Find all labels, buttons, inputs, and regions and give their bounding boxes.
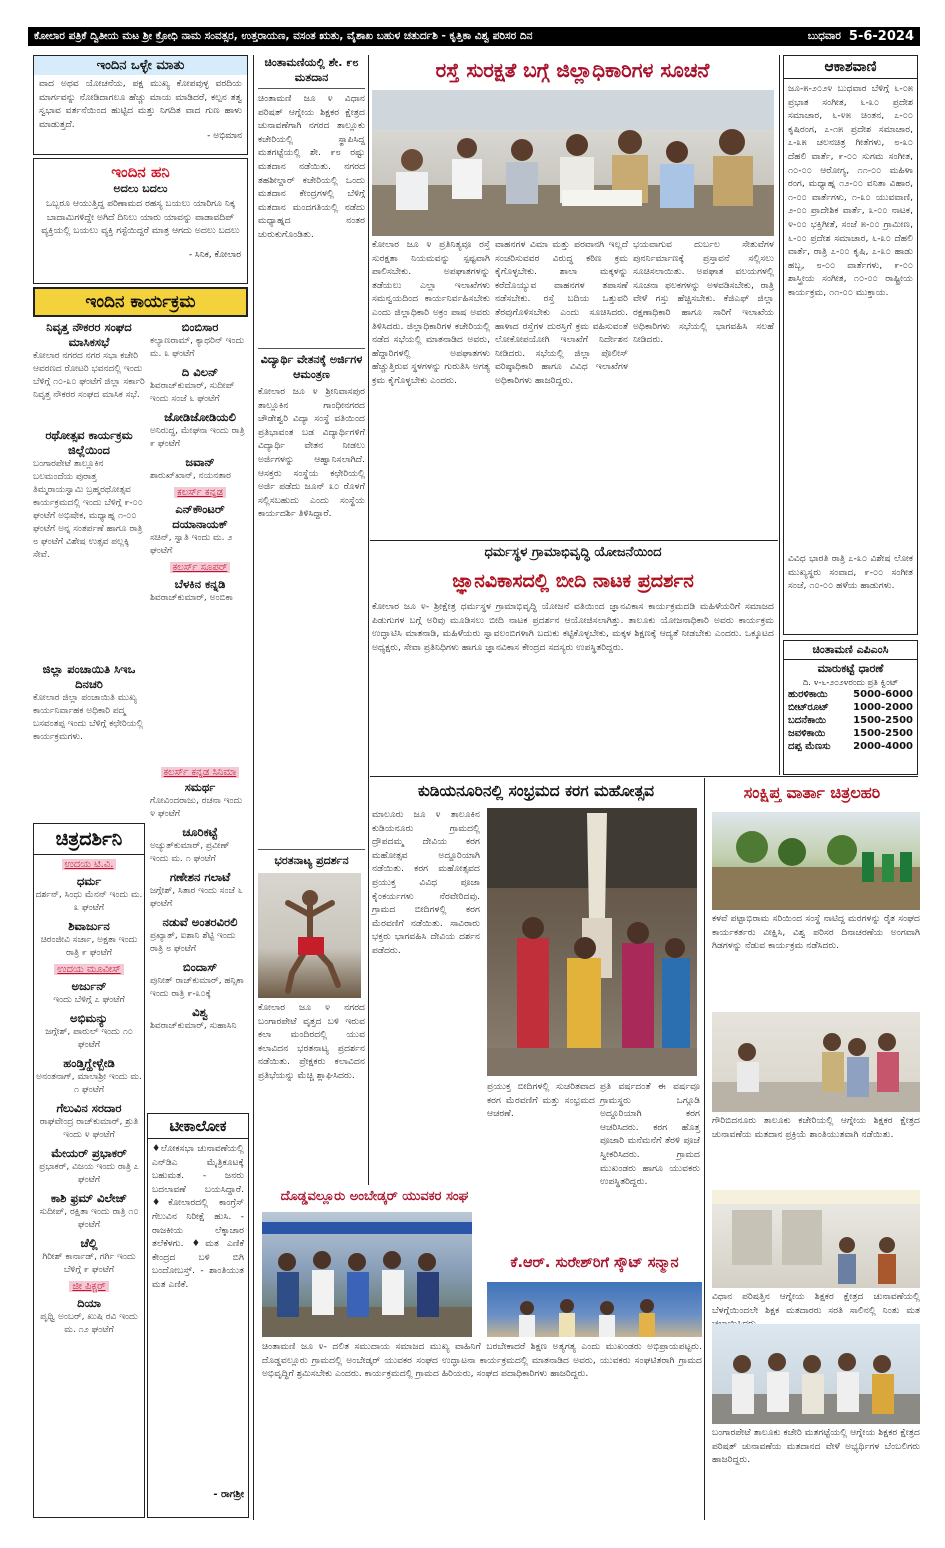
section-rule [370, 776, 918, 777]
tv-title: ವಿಶ್ವ [192, 1005, 208, 1019]
cinema-title: ದಿಯಾ [77, 1296, 101, 1310]
col2-news3-text: ಕೋಲಾರ ಜೂ ೪ ನಗರದ ಬಂಗಾರಪೇಟೆ ವೃತ್ತದ ಬಳಿ ಇರುವ ಕಲಾ ಮಂದಿರದಲ್ಲಿ ಯುವ ಕಲಾವಿದನ ಭರತನಾಟ್ಯ ಪ್ರದರ್ಶನ ನಡೆಯಿತು. ಪ್ರೇಕ್ಷಕರು ಕಲಾವಿದನ ಪ್ರತಿಭೆಯನ್ನು ಮೆಚ್ಚಿ ಶ್ಲಾಘಿಸಿದರು. [258, 1002, 365, 1081]
akashavani-extra: ವಿವಿಧ ಭಾರತಿ ರಾತ್ರಿ ೭-೩೦ ವಿಶೇಷ ಲೋಕ ಮುಖ್ಯಸ್ಥರು ಸಂವಾದ, ೯-೦೦ ಸಂಗೀತ ಸಂಜೆ, ೧೦-೦೦ ಹಳೆಯ ಹಾಡುಗಳು. [788, 553, 913, 592]
cinema-body: ಪ್ರಭಾಕರ್, ವಿಜಯ ಇಂದು ರಾತ್ರಿ ೭ ಘಂಟೆಗೆ [39, 1162, 139, 1185]
drama-text: ಕೋಲಾರ ಜೂ ೪- ಶ್ರೀಕ್ಷೇತ್ರ ಧರ್ಮಸ್ಥಳ ಗ್ರಾಮಾಭಿವೃದ್ಧಿ ಯೋಜನೆ ವತಿಯಿಂದ ಜ್ಞಾನವಿಕಾಸ ಕಾರ್ಯಕ್ರಮದಡಿ ಮಹಿಳೆಯರಿಗೆ ಸಮಾಜದ ಪಿಡುಗುಗಳ ಬಗ್ಗೆ ಅರಿವು ಮೂಡಿಸಲು ಬೀದಿ ನಾಟಕ ಪ್ರದರ್ಶನ ಆಯೋಜಿಸಲಾಗಿತ್ತು. ತಾಲೂಕು ಯೋಜನಾಧಿಕಾರಿ ಅವರು ಕಾರ್ಯಕ್ರಮ ಉದ್ಘಾಟಿಸಿ ಮಾತನಾಡಿ, ಮಹಿಳೆಯರು ಸ್ವಾವಲಂಬಿಗಳಾಗಿ ಬದುಕು ಕಟ್ಟಿಕೊಳ್ಳಬೇಕು, ಮಕ್ಕಳ ಶಿಕ್ಷಣಕ್ಕೆ ಆದ್ಯತೆ ನೀಡಬೇಕು ಎಂದರು. ಒಕ್ಕೂಟದ ಅಧ್ಯಕ್ಷರು, ಸೇವಾ ಪ್ರತಿನಿಧಿಗಳು ಹಾಗೂ ಜ್ಞಾನವಿಕಾಸ ಕೇಂದ್ರದ ಸದಸ್ಯರು ಉಪಸ್ಥಿತರಿದ್ದರು. [372, 601, 774, 653]
school-scene [712, 1190, 920, 1288]
cinema-box [33, 823, 145, 1518]
photo-news-image-2 [712, 1012, 920, 1112]
good-words-attribution: - ಅಭಿಮಾನ [207, 131, 242, 141]
cinema-body: ಇಂದು ಬೆಳಿಗ್ಗೆ ೭ ಘಂಟೆಗೆ [53, 995, 125, 1005]
tv-body: ಗೋವಿಂದರಾಜು, ರಚನಾ ಇಂದು ೪ ಘಂಟೆಗೆ [150, 796, 243, 819]
lead-headline: ರಸ್ತೆ ಸುರಕ್ಷತೆ ಬಗ್ಗೆ ಜಿಲ್ಲಾಧಿಕಾರಿಗಳ ಸೂಚನೆ [435, 58, 710, 82]
col2-news3-title: ಭರತನಾಟ್ಯ ಪ್ರದರ್ಶನ [258, 849, 365, 868]
cinema-title: ಚೆಲ್ಲಿ [80, 1236, 98, 1250]
good-words-heading: ಇಂದಿನ ಒಳ್ಳೇ ಮಾತು [34, 56, 247, 75]
honey-box [33, 158, 248, 284]
teekalokha-heading: ಟೀಕಾಲೋಕ [148, 1114, 248, 1139]
market-item: ಬೀಟ್‌ರೂಟ್ [788, 702, 829, 713]
cinema-body: ರಾಘವೇಂದ್ರ ರಾಜ್‌ಕುಮಾರ್, ಶ್ರುತಿ ಇಂದು ೪ ಘಂಟೆಗೆ [39, 1117, 139, 1140]
tv-body: ಕಲ್ಯಾಣರಾಮ್, ಕ್ಯಾಥರಿನ್ ಇಂದು ಮ. ೩ ಘಂಟೆಗೆ [150, 336, 245, 359]
program-body: ಕೋಲಾರ ಜಿಲ್ಲಾ ಪಂಚಾಯಿತಿ ಮುಖ್ಯ ಕಾರ್ಯನಿರ್ವಾಹಕ ಅಧಿಕಾರಿ ಪದ್ಮ ಬಸವಂತಪ್ಪ ಇಂದು ಬೆಳಿಗ್ಗೆ ಕಛೇರಿಯಲ್ಲಿ ಕಾರ್ಯಕ್ರಮಗಳು. [33, 693, 144, 742]
honey-attribution: - ಸಿನಿಕ, ಕೋಲಾರ [188, 250, 241, 260]
ambedkar-text: ಚಿಂತಾಮಣಿ ಜೂ ೪- ದಲಿತ ಸಮುದಾಯ ಸಮಾಜದ ಮುಖ್ಯ ವಾಹಿನಿಗೆ ಬರಬೇಕಾದರೆ ಶಿಕ್ಷಣ ಅತ್ಯಗತ್ಯ ಎಂದು ಮುಖಂಡರು ಅಭಿಪ್ರಾಯಪಟ್ಟರು. ದೊಡ್ಡವಲ್ಲೂರು ಗ್ರಾಮದಲ್ಲಿ ಅಂಬೇಡ್ಕರ್ ಯುವಕರ ಸಂಘದ ಉದ್ಘಾಟನಾ ಕಾರ್ಯಕ್ರಮದಲ್ಲಿ ಮಾತನಾಡಿದ ಅವರು, ಯುವಕರು ಸಂಘಟಿತರಾಗಿ ಗ್ರಾಮದ ಅಭಿವೃದ್ಧಿಗೆ ಶ್ರಮಿಸಬೇಕು ಎಂದರು. ಕಾರ್ಯಕ್ರಮದಲ್ಲಿ ಗ್ರಾಮದ ಹಿರಿಯರು, ಸಂಘದ ಪದಾಧಿಕಾರಿಗಳು ಹಾಜರಿದ್ದರು. [262, 1341, 702, 1380]
tv-title: ಜೋಡಿಜೋಡಿಯಲಿ [164, 410, 236, 424]
tv-body: ಪುನೀತ್ ರಾಜ್‌ಕುಮಾರ್, ಹನ್ಸಿಕಾ ಇಂದು ರಾತ್ರಿ ೯-೩೦ಕ್ಕೆ [150, 976, 244, 999]
karaga-right-text: ಪ್ರತಿ ವರ್ಷದಂತೆ ಈ ವರ್ಷವೂ ಗ್ರಾಮಸ್ಥರು ಒಗ್ಗೂಡಿ ಅದ್ದೂರಿಯಾಗಿ ಕರಗ ಆಚರಿಸಿದರು. ಕರಗ ಹೊತ್ತ ಪೂಜಾರಿ ಮನೆಮನೆಗೆ ತೆರಳಿ ಪೂಜೆ ಸ್ವೀಕರಿಸಿದರು. ಗ್ರಾಮದ ಮುಖಂಡರು ಹಾಗೂ ಯುವಕರು ಉಪಸ್ಥಿತರಿದ್ದರು. [600, 1081, 700, 1188]
tv-body: ಸಚಿನ್, ಸ್ವಾತಿ ಇಂದು ಮ. ೨ ಘಂಟೆಗೆ [150, 533, 233, 556]
lead-photo [372, 90, 774, 236]
lead-col3: ಭಯವಾಗುವ ದುರ್ಬಲ ಸೇತುವೆಗಳ ಪುನರ್ನಿರ್ಮಾಣಕ್ಕೆ ಪ್ರಸ್ತಾವನೆ ಸಲ್ಲಿಸಲು ಸೂಚಿಸಲಾಯಿತು. ಅಪಘಾತ ವಲಯಗಳಲ್ಲಿ ಸೂಚನಾ ಫಲಕಗಳನ್ನು ಅಳವಡಿಸಬೇಕು, ರಾತ್ರಿ ವೇಳೆ ಗಸ್ತು ಹೆಚ್ಚಿಸಬೇಕು. ಕೆಜಿಎಫ್ ಜಿಲ್ಲಾ ರಕ್ಷಣಾಧಿಕಾರಿ ಹಾಗೂ ಸಾರಿಗೆ ಇಲಾಖೆಯ ಅಧಿಕಾರಿಗಳು ಸಭೆಯಲ್ಲಿ ಭಾಗವಹಿಸಿ ಸಲಹೆ ನೀಡಿದರು. [633, 239, 774, 346]
tv-title: ನಡುವೆ ಅಂತರವಿರಲಿ [162, 915, 238, 929]
masthead-date: 5-6-2024 [848, 29, 914, 44]
group-scene [712, 1324, 920, 1424]
cinema-body: ಅನಂತನಾಗ್, ಮಾಲಾಶ್ರೀ ಇಂದು ಮ. ೧ ಘಂಟೆಗೆ [36, 1072, 142, 1095]
cinema-title: ಹಂಡ್ತಿಗ್ಹೇಳ್ಬೇಡಿ [63, 1056, 115, 1070]
tv-body: ಶಿವರಾಜ್‌ಕುಮಾರ್, ಅಂಬಿಕಾ [150, 593, 233, 603]
column-rule [253, 55, 254, 1520]
col2-news1-text: ಚಿಂತಾಮಣಿ ಜೂ ೪ ವಿಧಾನ ಪರಿಷತ್ ಆಗ್ನೇಯ ಶಿಕ್ಷಕರ ಕ್ಷೇತ್ರದ ಚುನಾವಣೆಗಾಗಿ ನಗರದ ತಾಲ್ಲೂಕು ಕಚೇರಿಯಲ್ಲಿ ಸ್ಥಾಪಿಸಿದ್ದ ಮತಗಟ್ಟೆಯಲ್ಲಿ ಶೇ. ೯೮ ರಷ್ಟು ಮತದಾನ ನಡೆಯಿತು. ನಗರದ ತಹಶೀಲ್ದಾರ್ ಕಚೇರಿಯಲ್ಲಿ ಒಂದು ಮತದಾನ ಕೇಂದ್ರಗಳಲ್ಲಿ ಬೆಳಿಗ್ಗೆ ಮತದಾನ ಮಂದಗತಿಯಲ್ಲಿ ನಡೆದು ಮಧ್ಯಾಹ್ನದ ನಂತರ ಚುರುಕುಗೊಂಡಿತು. [258, 93, 365, 240]
market-item: ದಪ್ಪ ಮೆಣಸು [788, 741, 831, 752]
akashavani-heading: ಆಕಾಶವಾಣಿ [784, 56, 917, 79]
market-item: ಜವಳಿಕಾಯಿ [788, 728, 826, 739]
good-words-text: ವಾದ ಅಥವ ಯೋಚನೆಯ, ಪಕ್ಷ ಮುಖ್ಯ ಕೋಪವುಳ್ಳ ವರದಿಯ ಮಾರ್ಗವನ್ನು ನೋಡಿದಾಗಲೂ ಹೆಚ್ಚು ಮಾಯ ಮಾಡಿದರೆ, ಕಲ್ಪನ ತತ್ವ ಸ್ವಭಾವ ವರ್ತನೆಯಿಂದ ಹುಟ್ಟಿದ ಮತ್ತು ನಿಗದಿತ ವಾದ ಗುಣ ಹಾಳು ಮಾಡುತ್ತದೆ. [39, 78, 242, 130]
market-table [784, 688, 917, 753]
tv-title: ಎನ್‌ಕೌಂಟರ್ ದಯಾನಾಯಕ್ [172, 502, 228, 531]
tv-title: ಬಿಂಬಿಸಾರ [181, 320, 219, 334]
cinema-title: ಶಿವಾರ್ಜುನ [68, 919, 110, 933]
market-date: ದಿ. ೪-೬-೨೦೨೪ರಂದು ಪ್ರತಿ ಕ್ವಿಂಟ್ [802, 678, 899, 688]
market-price: 1500-2500 [853, 715, 913, 726]
market-heading1: ಚಿಂತಾಮಣಿ ಎಪಿಎಂಸಿ [784, 641, 917, 660]
photo-news-image-4 [712, 1324, 920, 1424]
teekalokha-signature: - ರಾಗಶ್ರೀ [213, 1489, 244, 1500]
teekalokha-text: ♦ಲೋಕಸಭಾ ಚುನಾವಣೆಯಲ್ಲಿ ಎನ್‌ಡಿಎ ಮೈತ್ರಿಕೂಟಕ್ಕೆ ಬಹುಮತ. - ಜನರು ಬದಲಾವಣೆ ಬಯಸಿದ್ದಾರೆ. ♦ಕೋಲಾರದಲ್ಲಿ ಕಾಂಗ್ರೆಸ್ ಗೆಲುವಿನ ನಿರೀಕ್ಷೆ ಹುಸಿ. - ರಾಜಕೀಯ ಲೆಕ್ಕಾಚಾರ ತಲೆಕೆಳಗು. ♦ಮತ ಎಣಿಕೆ ಕೇಂದ್ರದ ಬಳಿ ಬಿಗಿ ಬಂದೋಬಸ್ತ್. - ಶಾಂತಿಯುತ ಮತ ಎಣಿಕೆ. [152, 1143, 244, 1290]
lead-col2: ವಾಹನಗಳ ವಿಮಾ ಮತ್ತು ಪರವಾನಗಿ ಇಲ್ಲದೆ ಸಂಚರಿಸುವವರ ವಿರುದ್ಧ ಕಠಿಣ ಕ್ರಮ ಕೈಗೊಳ್ಳಬೇಕು. ಶಾಲಾ ಮಕ್ಕಳನ್ನು ಕರೆದೊಯ್ಯುವ ವಾಹನಗಳ ತಪಾಸಣೆ ನಡೆಸಬೇಕು. ರಸ್ತೆ ಬದಿಯ ಒತ್ತುವರಿ ತೆರವುಗೊಳಿಸಬೇಕು ಎಂದು ಸೂಚಿಸಿದರು. ಹಾಳಾದ ರಸ್ತೆಗಳ ದುರಸ್ತಿಗೆ ಕ್ರಮ ವಹಿಸುವಂತೆ ಲೋಕೋಪಯೋಗಿ ಇಲಾಖೆಗೆ ನಿರ್ದೇಶನ ನೀಡಿದರು. ಸಭೆಯಲ್ಲಿ ಜಿಲ್ಲಾ ಪೊಲೀಸ್ ವರಿಷ್ಠಾಧಿಕಾರಿ ಹಾಗೂ ವಿವಿಧ ಇಲಾಖೆಗಳ ಅಧಿಕಾರಿಗಳು ಹಾಜರಿದ್ದರು. [495, 239, 628, 386]
market-box [783, 640, 918, 775]
tv-title: ಚೂರಿಕಟ್ಟೆ [182, 825, 218, 839]
program-title: ಜಿಲ್ಲಾ ಪಂಚಾಯಿತಿ ಸಿಇಒ ದಿನಚರಿ [42, 662, 136, 691]
market-item: ಬದನೆಕಾಯಿ [788, 715, 826, 726]
cinema-title: ಗೆಲುವಿನ ಸರದಾರ [56, 1101, 122, 1115]
col2-news1-title: ಚಿಂತಾಮಣಿಯಲ್ಲಿ ಶೇ. ೯೮ ಮತದಾನ [258, 55, 365, 89]
karaga-caption: ಪ್ರಯುಕ್ತ ಬೀದಿಗಳಲ್ಲಿ ಸುಚರಿತವಾದ ಕರಗ ಮೆರವಣಿಗೆ ಮತ್ತು ಸಂಭ್ರಮದ ಆಚರಣೆ. [487, 1081, 595, 1120]
column-rule [368, 55, 369, 1185]
honey-title: ಅದಲು ಬದಲು [113, 182, 168, 195]
market-price: 5000-6000 [853, 689, 913, 700]
col2-news2-title: ವಿದ್ಯಾರ್ಥಿ ವೇತನಕ್ಕೆ ಅರ್ಜಿಗಳ ಆಮಂತ್ರಣ [258, 348, 365, 382]
section-rule [370, 540, 778, 541]
cinema-body: ಚಿರಂಜೀವಿ ಸರ್ಜಾ, ಅಕ್ಷತಾ ಇಂದು ರಾತ್ರಿ ೯ ಘಂಟೆಗೆ [40, 935, 138, 958]
honey-heading: ಇಂದಿನ ಹನಿ [111, 163, 170, 181]
column-rule [779, 55, 780, 775]
tv-body: ಶಿವರಾಜ್‌ಕುಮಾರ್, ಸುದೀಪ್ ಇಂದು ಸಂಜೆ ೬ ಘಂಟೆಗೆ [150, 381, 235, 404]
cinema-title: ಅಭಿಮನ್ಯು [70, 1011, 108, 1025]
photo-news-caption-4: ಬಂಗಾರಪೇಟೆ ತಾಲೂಕು ಕಚೇರಿ ಮತಗಟ್ಟೆಯಲ್ಲಿ ಆಗ್ನೇಯ ಶಿಕ್ಷಕರ ಕ್ಷೇತ್ರದ ಪರಿಷತ್ ಚುನಾವಣೆಯ ಮತದಾನದ ವೇಳೆ ಅಭ್ಯರ್ಥಿಗಳ ಬೆಂಬಲಿಗರು ಹಾಜರಿದ್ದರು. [712, 1427, 920, 1466]
tv-body: ಶಾರುಖ್‌ಖಾನ್, ನಯನತಾರ [150, 471, 231, 481]
tv-body: ಅನಿರುದ್ಧ, ಮೇಘನಾ ಇಂದು ರಾತ್ರಿ ೯ ಘಂಟೆಗೆ [150, 426, 245, 449]
photo-news-caption-3: ವಿಧಾನ ಪರಿಷತ್ತಿನ ಆಗ್ನೇಯ ಶಿಕ್ಷಕರ ಕ್ಷೇತ್ರದ ಚುನಾವಣೆಯಲ್ಲಿ ಬೆಳಗ್ಗೆಯಿಂದಲೇ ಶಿಕ್ಷಕ ಮತದಾರರು ಸರತಿ ಸಾಲಿನಲ್ಲಿ ನಿಂತು ಮತ [712, 1291, 920, 1316]
program-item [33, 662, 145, 792]
program-title: ರಥೋತ್ಸವ ಕಾರ್ಯಕ್ರಮ ಜಿಲ್ಲೆಯಿಂದ [45, 428, 133, 457]
photo-news-image-3 [712, 1190, 920, 1288]
farm-scene [712, 812, 920, 910]
market-row [784, 714, 917, 727]
suresh-photo [487, 1282, 702, 1337]
program-body: ಕೋಲಾರ ನಗರದ ನಗರ ಸಭಾ ಕಚೇರಿ ಆವರಣದ ರೋಟರಿ ಭವನದಲ್ಲಿ ಇಂದು ಬೆಳಿಗ್ಗೆ ೧೦-೩೦ ಘಂಟೆಗೆ ಜಿಲ್ಲಾ ಸರ್ಕಾರಿ ನಿವೃತ್ತ ನೌಕರರ ಸಂಘದ ಮಾಸಿಕ ಸಭೆ. [33, 351, 145, 400]
tv-body: ಜಗ್ಗೇಶ್, ಸಿತಾರ ಇಂದು ಸಂಜೆ ೬ ಘಂಟೆಗೆ [150, 886, 243, 909]
cinema-body: ದರ್ಶನ್, ಸಿಂಧು ಮೆನನ್ ಇಂದು ಮ. ೩ ಘಂಟೆಗೆ [35, 890, 143, 913]
tv-title: ಜವಾನ್ [185, 455, 215, 469]
program-title: ನಿವೃತ್ತ ನೌಕರರ ಸಂಘದ ಮಾಸಿಕಸಭೆ [46, 320, 132, 349]
tv-title: ಗಣೇಶನ ಗಲಾಟೆ [169, 870, 231, 884]
masthead-date-group [808, 29, 914, 44]
masthead-bar [28, 27, 920, 46]
ambedkar-headline: ದೊಡ್ಡವಲ್ಲೂರು ಅಂಬೇಡ್ಕರ್ ಯುವಕರ ಸಂಘ [280, 1189, 469, 1204]
column-rule [704, 778, 705, 1520]
cinema-body: ಪೃಥ್ವಿ ಅಂಬರ್, ಖುಷಿ ರವಿ ಇಂದು ಮ. ೧೨ ಘಂಟೆಗೆ [40, 1312, 138, 1335]
program-body: ಬಂಗಾರಪೇಟೆ ತಾಲ್ಲೂಕಿನ ಬಲಮಂದೆಯ ಪುರಾತ್ತ ತಿಮ್ಮರಾಯಸ್ವಾಮಿ ಬ್ರಹ್ಮರಥೋತ್ಸವ ಕಾರ್ಯಕ್ರಮದಲ್ಲಿ ಇಂದು ಬೆಳಿಗ್ಗೆ ೯-೦೦ ಘಂಟೆಗೆ ಅಭಿಷೇಕ, ಮಧ್ಯಾಹ್ನ ೧-೦೦ ಘಂಟೆಗೆ ಅನ್ನ ಸಂತರ್ಪಣೆ ಹಾಗೂ ರಾತ್ರಿ ೮ ಘಂಟೆಗೆ ವಿಶೇಷ ಉತ್ಸವ ಪಲ್ಲಕ್ಕಿ ಸೇವೆ. [33, 459, 143, 560]
dancer-photo [258, 873, 361, 998]
tv-channel-tag: ಕಲರ್ಸ್ ಸೂಪರ್ [170, 562, 231, 573]
cinema-title: ಧರ್ಮ [76, 874, 102, 888]
photo-news-image-1 [712, 812, 920, 910]
market-row [784, 740, 917, 753]
karaga-photo [487, 808, 697, 1076]
photo-news-caption-2: ಗೌರಿಬಿದನೂರು ತಾಲೂಕು ಕಚೇರಿಯಲ್ಲಿ ಆಗ್ನೇಯ ಶಿಕ್ಷಕರ ಕ್ಷೇತ್ರದ ಚುನಾವಣೆಯ ಮತದಾನ ಪ್ರಕ್ರಿಯೆ ಶಾಂತಿಯುತವಾಗಿ ನಡೆಯಿತು. [712, 1115, 920, 1140]
cinema-heading: ಚಿತ್ರದರ್ಶಿನಿ [34, 824, 144, 855]
cinema-title: ಮೇಯರ್ ಪ್ರಭಾಕರ್ [51, 1146, 127, 1160]
karaga-procession [487, 808, 697, 1076]
polling-scene [712, 1012, 920, 1112]
youth-group [262, 1212, 472, 1337]
tv-column [150, 320, 250, 800]
masthead-calendar: ಕೋಲಾರ ಪತ್ರಿಕೆ ದ್ವಿತೀಯ ಮಟ ಶ್ರೀ ಕ್ರೋಧಿ ನಾಮ ಸಂವತ್ಸರ, ಉತ್ತರಾಯಣ, ವಸಂತ ಋತು, ವೈಶಾಖ ಬಹುಳ ಚತುರ್ದಶಿ - ಕೃತ್ತಿಕಾ ವಿಶ್ವ ಪರಿಸರ ದಿನ [34, 30, 533, 42]
programs-column [33, 320, 145, 820]
tv-title: ದಿ ವಿಲನ್ [181, 365, 219, 379]
photo-news-caption-1: ಕಳವೆ ಪಟ್ಟಾಭಿರಾಮ ಸರಿಯಿಂದ ಸಂಸ್ಥೆ ನಾಟಿದ್ದ ಮರಗಳನ್ನು ರೈತ ಸಂಘದ ಕಾರ್ಯಕರ್ತರು ವೀಕ್ಷಿಸಿ, ವಿಶ್ವ ಪರಿಸರ ದಿನಾಚರಣೆಯ ಅಂಗವಾಗಿ ಗಿಡಗಳನ್ನು ನೆಡುವ ಕಾರ್ಯಕ್ರಮ ನಡೆಸಿದರು. [712, 913, 920, 952]
cinema-channel-tag: ಉದಯ ಟಿ.ವಿ. [62, 859, 117, 870]
market-row [784, 688, 917, 701]
market-price: 1500-2500 [853, 728, 913, 739]
program-item [33, 428, 145, 658]
cinema-channel-tag: ಜೀ ಪಿಕ್ಚರ್ [69, 1281, 108, 1292]
cinema-title: ಕಾಶಿ ಫ್ರಮ್ ವಿಲೇಜ್ [50, 1191, 128, 1205]
cinema-body: ಜಗ್ಗೇಶ್, ಪಾರುಲ್ ಇಂದು ೧೦ ಘಂಟೆಗೆ [45, 1027, 133, 1050]
market-price: 1000-2000 [853, 702, 913, 713]
col2-news2-text: ಕೋಲಾರ ಜೂ ೪ ಶ್ರೀನಿವಾಸಪುರ ತಾಲ್ಲೂಕಿನ ಗಾಂಧೀನಗರದ ಚೌಡೇಶ್ವರಿ ವಿದ್ಯಾ ಸಂಸ್ಥೆ ವತಿಯಿಂದ ಪ್ರತಿಭಾವಂತ ಬಡ ವಿದ್ಯಾರ್ಥಿಗಳಿಗೆ ವಿದ್ಯಾರ್ಥಿ ವೇತನ ನೀಡಲು ಅರ್ಜಿಗಳನ್ನು ಆಹ್ವಾನಿಸಲಾಗಿದೆ. ಆಸಕ್ತರು ಸಂಸ್ಥೆಯ ಕಛೇರಿಯಲ್ಲಿ ಅರ್ಜಿ ಪಡೆದು ಜೂನ್ ೩೦ ರೊಳಗೆ ಸಲ್ಲಿಸಬಹುದು ಎಂದು ಸಂಸ್ಥೆಯ ಕಾರ್ಯದರ್ಶಿ ತಿಳಿಸಿದ್ದಾರೆ. [258, 386, 365, 520]
cinema-body: ಸುದೀಪ್, ರಕ್ಷಿತಾ ಇಂದು ರಾತ್ರಿ ೧೦ ಘಂಟೆಗೆ [39, 1207, 139, 1230]
karaga-left-text: ಮಾಲೂರು ಜೂ ೪ ತಾಲೂಕಿನ ಕುಡಿಯನೂರು ಗ್ರಾಮದಲ್ಲಿ ದ್ರೌಪದಮ್ಮ ದೇವಿಯ ಕರಗ ಮಹೋತ್ಸವ ಅದ್ದೂರಿಯಾಗಿ ನಡೆಯಿತು. ಕರಗ ಮಹೋತ್ಸವದ ಪ್ರಯುಕ್ತ ವಿವಿಧ ಪೂಜಾ ಕೈಂಕರ್ಯಗಳು ನೆರವೇರಿದವು. ಗ್ರಾಮದ ಬೀದಿಗಳಲ್ಲಿ ಕರಗ ಮೆರವಣಿಗೆ ನಡೆಯಿತು. ಸಾವಿರಾರು ಭಕ್ತರು ಭಾಗವಹಿಸಿ ದೇವಿಯ ದರ್ಶನ ಪಡೆದರು. [372, 809, 480, 956]
tv-body: ಶಿವರಾಜ್‌ಕುಮಾರ್, ಸುಹಾಸಿನಿ [150, 1021, 237, 1031]
felicitation-scene [487, 1282, 702, 1337]
good-words-box [33, 55, 248, 155]
honey-text: ಒಬ್ಬರೂ ಆಯುತ್ತಿದ್ದ ಪರಿಣಾಮದ ರಹಸ್ಯ ಬಯಲು ಯಾರಿಗೂ ನಿಕ್ಕ ಬಾದಾಮಿಗಳಿದ್ದೇ ಅಗಿದೆ ದಿನಿಲು ಯಾರು ಯಾವನ್ನು ವಾಡಾವದಿಪ್ ವ್ಯಕ್ತಿಯಲ್ಲಿ ಬಯಲು ವ್ಯಕ್ತಿ ಗಸ್ಟೆಯಿದ್ದರೆ ಮಾತ್ರ ಆಗದು ಅದಲು ಬದಲು [41, 198, 240, 237]
photo-news-headline: ಸಂಕ್ಷಿಪ್ತ ವಾರ್ತಾ ಚಿತ್ರಲಹರಿ [743, 783, 881, 802]
teekalokha-box [147, 1113, 249, 1518]
market-item: ಹುರಳಿಕಾಯಿ [788, 689, 828, 700]
karaga-headline: ಕುಡಿಯನೂರಿನಲ್ಲಿ ಸಂಭ್ರಮದ ಕರಗ ಮಹೋತ್ಸವ [417, 782, 655, 800]
tv-body: ಪ್ರಖ್ಯಾತ್, ಐಶಾನಿ ಶೆಟ್ಟಿ ಇಂದು ರಾತ್ರಿ ೮ ಘಂಟೆಗೆ [150, 931, 236, 954]
tv-title: ಬಿಂದಾಸ್ [182, 960, 218, 974]
tv-title: ಸಮರ್ಥ [184, 780, 216, 794]
tv-channel-tag: ಕಲರ್ಸ್ ಕನ್ನಡ ಸಿನಿಮಾ [161, 767, 240, 778]
akashavani-box [783, 55, 918, 635]
akashavani-text: ಜೂ-೫-೨೦೨೪ ಬುಧವಾರ ಬೆಳಿಗ್ಗೆ ೬-೦೫ ಪ್ರಭಾತ ಸಂಗೀತ, ೬-೩೦ ಪ್ರದೇಶ ಸಮಾಚಾರ, ೬-೪೫ ಚಿಂತನ, ೭-೦೦ ಕೃಷಿರಂಗ, ೭-೧೫ ಪ್ರದೇಶ ಸಮಾಚಾರ, ೭-೩೫ ಚಲನಚಿತ್ರ ಗೀತೆಗಳು, ೮-೩೦ ದೆಹಲಿ ವಾರ್ತೆ, ೯-೦೦ ಸುಗಮ ಸಂಗೀತ, ೧೦-೦೦ ಆರೋಗ್ಯ, ೧೧-೦೦ ಮಹಿಳಾ ರಂಗ, ಮಧ್ಯಾಹ್ನ ೧೨-೦೦ ವನಿತಾ ವಿಹಾರ, ೧-೦೦ ವಾರ್ತೆಗಳು, ೧-೩೦ ಯುವವಾಣಿ, ೨-೦೦ ಪ್ರಾದೇಶಿಕ ವಾರ್ತೆ, ೩-೦೦ ನಾಟಕ, ೪-೦೦ ಭಕ್ತಿಗೀತೆ, ಸಂಜೆ ೫-೦೦ ಗ್ರಾಮೀಣ, ೬-೦೦ ಪ್ರದೇಶ ಸಮಾಚಾರ, ೬-೩೦ ದೆಹಲಿ ವಾರ್ತೆ, ರಾತ್ರಿ ೭-೦೦ ಕೃಷಿ, ೭-೩೦ ಹಾಡು ಹಬ್ಬ, ೮-೦೦ ವಾರ್ತೆಗಳು, ೯-೦೦ ಶಾಸ್ತ್ರೀಯ ಸಂಗೀತ, ೧೦-೦೦ ರಾಷ್ಟ್ರೀಯ ಕಾರ್ಯಕ್ರಮ, ೧೧-೦೦ ಮುಕ್ತಾಯ. [788, 83, 913, 298]
market-price: 2000-4000 [853, 741, 913, 752]
ambedkar-photo [262, 1212, 472, 1337]
cinema-body: ಗಿರೀಶ್ ಕಾರ್ನಾಡ್, ಗರ್ಗಿ ಇಂದು ಬೆಳಿಗ್ಗೆ ೯ ಘಂಟೆಗೆ [42, 1252, 136, 1275]
suresh-headline: ಕೆ.ಆರ್. ಸುರೇಶ್‌ರಿಗೆ ಸ್ಕೌಟ್ ಸನ್ಮಾನ [510, 1255, 679, 1271]
meeting-scene [372, 90, 774, 236]
programs-heading: ಇಂದಿನ ಕಾರ್ಯಕ್ರಮ [33, 287, 248, 317]
dancer-figure [258, 873, 361, 998]
cinema-title: ಅರ್ಜುನ್ [71, 979, 107, 993]
drama-kicker: ಧರ್ಮಸ್ಥಳ ಗ್ರಾಮಾಭಿವೃದ್ಧಿ ಯೋಜನೆಯಿಂದ [484, 545, 662, 560]
lead-col1: ಕೋಲಾರ ಜೂ ೪ ಪ್ರತಿನಿತ್ಯವೂ ರಸ್ತೆ ಸುರಕ್ಷತಾ ನಿಯಮವನ್ನು ಸ್ಪಷ್ಟವಾಗಿ ಪಾಲಿಸಬೇಕು. ಅಪಘಾತಗಳನ್ನು ತಡೆಯಲು ಎಲ್ಲಾ ಇಲಾಖೆಗಳು ಸಮನ್ವಯದಿಂದ ಕಾರ್ಯನಿರ್ವಹಿಸಬೇಕು ಎಂದು ಜಿಲ್ಲಾಧಿಕಾರಿ ಅಕ್ರಂ ಪಾಷ ಅವರು ತಿಳಿಸಿದರು. ಜಿಲ್ಲಾಧಿಕಾರಿಗಳ ಕಚೇರಿಯಲ್ಲಿ ನಡೆದ ಸಭೆಯಲ್ಲಿ ಮಾತನಾಡಿದ ಅವರು, ಹೆದ್ದಾರಿಗಳಲ್ಲಿ ಅಪಘಾತಗಳು ಹೆಚ್ಚುತ್ತಿರುವ ಸ್ಥಳಗಳನ್ನು ಗುರುತಿಸಿ ಅಗತ್ಯ ಕ್ರಮ ಕೈಗೊಳ್ಳಬೇಕು ಎಂದರು. [372, 239, 490, 386]
tv-channel-tag: ಕಲರ್ಸ್ ಕನ್ನಡ [174, 487, 226, 498]
market-row [784, 701, 917, 714]
tv-column-2 [150, 765, 250, 1120]
program-item [33, 320, 145, 424]
drama-headline: ಜ್ಞಾನವಿಕಾಸದಲ್ಲಿ ಬೀದಿ ನಾಟಕ ಪ್ರದರ್ಶನ [452, 570, 694, 592]
cinema-channel-tag: ಉದಯ ಮೂವೀಸ್ [54, 964, 123, 975]
tv-title: ಬೆಳಕಿನ ಕನ್ನಡಿ [174, 577, 226, 591]
masthead-day: ಬುಧವಾರ [807, 30, 841, 42]
col2-news [258, 55, 365, 1195]
market-row [784, 727, 917, 740]
tv-body: ಅಚ್ಯುತ್‌ಕುಮಾರ್, ಪ್ರವೀಣ್ ಇಂದು ಮ. ೧ ಘಂಟೆಗೆ [150, 841, 230, 864]
market-heading2: ಮಾರುಕಟ್ಟೆ ಧಾರಣೆ [817, 662, 884, 675]
